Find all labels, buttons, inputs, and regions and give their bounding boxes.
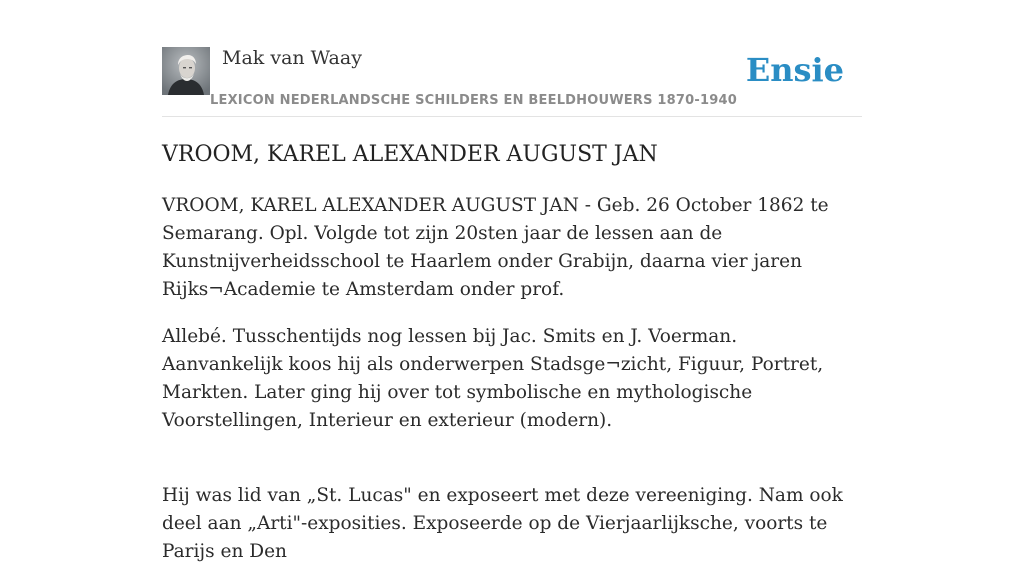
article-paragraph: Hij was lid van „St. Lucas" en exposeert met deze vereeniging. Nam ook deel aan „Arti"-exposities. Exposeerde op de Vierjaarlijksche, voorts te Parijs en Den [162, 485, 843, 562]
lexicon-name[interactable]: LEXICON NEDERLANDSCHE SCHILDERS EN BEELDHOUWERS 1870-1940 [210, 93, 737, 108]
portrait-icon [162, 47, 210, 95]
ensie-logo[interactable]: Ensie [745, 51, 844, 89]
article-paragraph: VROOM, KAREL ALEXANDER AUGUST JAN - Geb. 26 October 1862 te Semarang. Opl. Volgde tot zijn 20sten jaar de lessen aan de Kunstnijverheidsschool te Haarlem onder Grabijn, daarna vier jaren Rijks¬Academie te Amsterdam onder prof. [162, 195, 829, 300]
article-title: VROOM, KAREL ALEXANDER AUGUST JAN [162, 142, 658, 167]
header [162, 46, 862, 117]
author-name[interactable]: Mak van Waay [222, 47, 362, 69]
author-avatar[interactable] [162, 47, 210, 95]
article-paragraph: Allebé. Tusschentijds nog lessen bij Jac. Smits en J. Voerman. Aanvankelijk koos hij als onderwerpen Stadsge¬zicht, Figuur, Portret, Markten. Later ging hij over tot symbolische en mythologische Voorstellingen, Interieur en exterieur (modern). [162, 326, 824, 431]
article-body [162, 192, 862, 585]
